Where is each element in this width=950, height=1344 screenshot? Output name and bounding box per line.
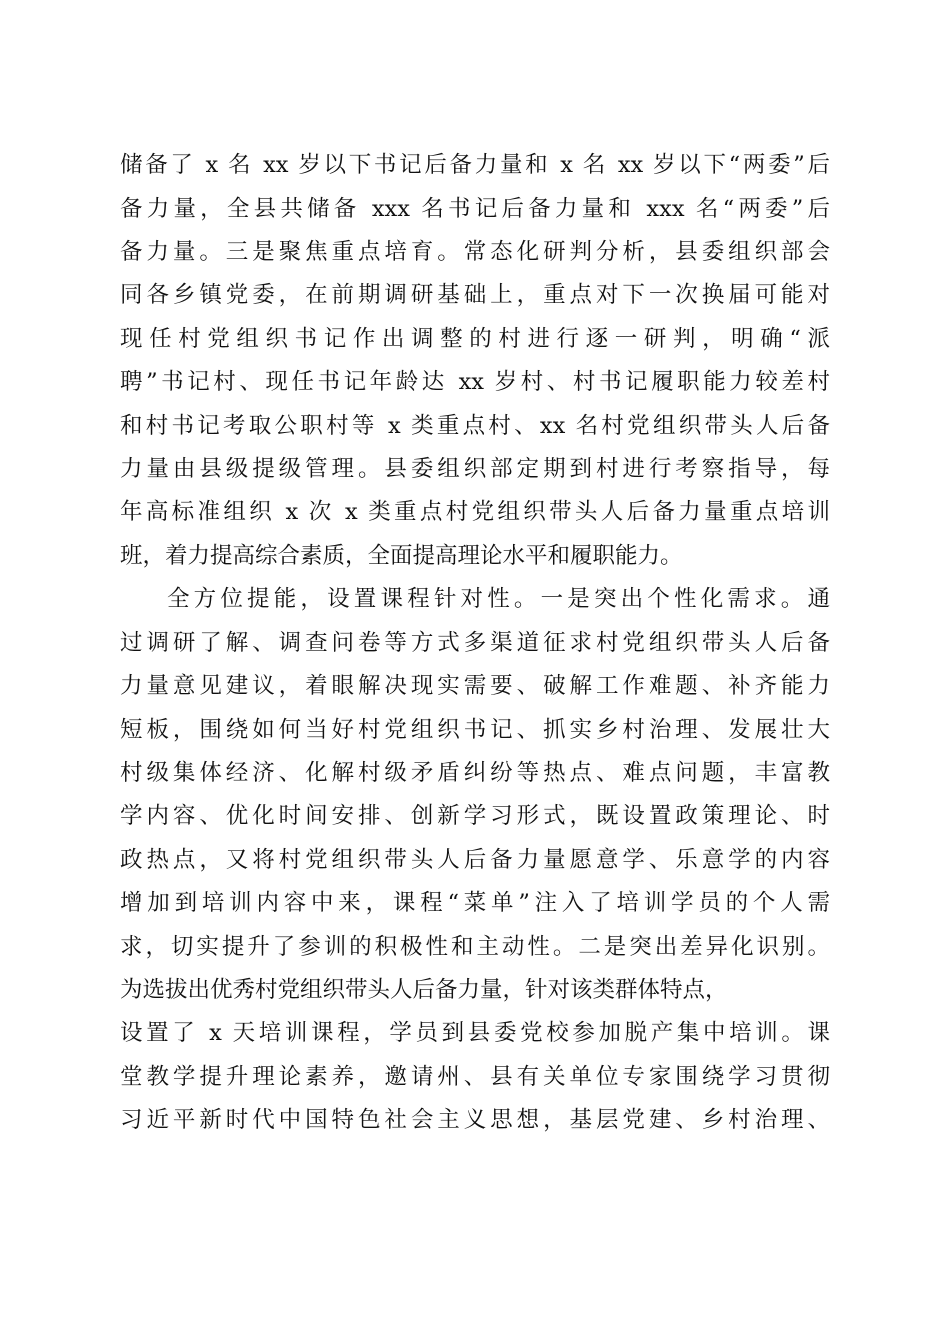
text-line-20: 为选拔出优秀村党组织带头人后备力量，针对该类群体特点， xyxy=(120,977,728,1003)
text-line-8: 力量由县级提级管理。县委组织部定期到村进行考察指导，每 xyxy=(120,456,830,482)
text-line-10: 班，着力提高综合素质，全面提高理论水平和履职能力。 xyxy=(120,543,683,569)
text-line-4: 同各乡镇党委，在前期调研基础上，重点对下一次换届可能对 xyxy=(120,282,830,308)
text-line-7: 和村书记考取公职村等 x 类重点村、xx 名村党组织带头人后备 xyxy=(120,413,830,439)
text-line-1: 储备了 x 名 xx 岁以下书记后备力量和 x 名 xx 岁以下“两委”后 xyxy=(120,152,830,178)
text-line-21: 设置了 x 天培训课程，学员到县委党校参加脱产集中培训。课 xyxy=(120,1020,830,1046)
text-line-19: 求，切实提升了参训的积极性和主动性。二是突出差异化识别。 xyxy=(120,934,830,960)
text-line-9: 年高标准组织 x 次 x 类重点村党组织带头人后备力量重点培训 xyxy=(120,499,830,525)
text-line-18: 增加到培训内容中来，课程“菜单”注入了培训学员的个人需 xyxy=(120,890,830,916)
text-line-11: 全方位提能，设置课程针对性。一是突出个性化需求。通 xyxy=(167,586,830,612)
text-line-22: 堂教学提升理论素养，邀请州、县有关单位专家围绕学习贯彻 xyxy=(120,1064,830,1090)
text-line-6: 聘”书记村、现任书记年龄达 xx 岁村、村书记履职能力较差村 xyxy=(120,369,830,395)
text-line-2: 备力量，全县共储备 xxx 名书记后备力量和 xxx 名“两委”后 xyxy=(120,196,830,222)
text-line-16: 学内容、优化时间安排、创新学习形式，既设置政策理论、时 xyxy=(120,803,830,829)
text-line-23: 习近平新时代中国特色社会主义思想，基层党建、乡村治理、 xyxy=(120,1107,830,1133)
text-line-5: 现任村党组织书记作出调整的村进行逐一研判，明确“派 xyxy=(120,326,830,352)
text-line-14: 短板，围绕如何当好村党组织书记、抓实乡村治理、发展壮大 xyxy=(120,717,830,743)
text-line-15: 村级集体经济、化解村级矛盾纠纷等热点、难点问题，丰富教 xyxy=(120,760,830,786)
text-line-3: 备力量。三是聚焦重点培育。常态化研判分析，县委组织部会 xyxy=(120,239,830,265)
text-line-17: 政热点，又将村党组织带头人后备力量愿意学、乐意学的内容 xyxy=(120,847,830,873)
text-line-13: 力量意见建议，着眼解决现实需要、破解工作难题、补齐能力 xyxy=(120,673,830,699)
text-line-12: 过调研了解、调查问卷等方式多渠道征求村党组织带头人后备 xyxy=(120,630,830,656)
